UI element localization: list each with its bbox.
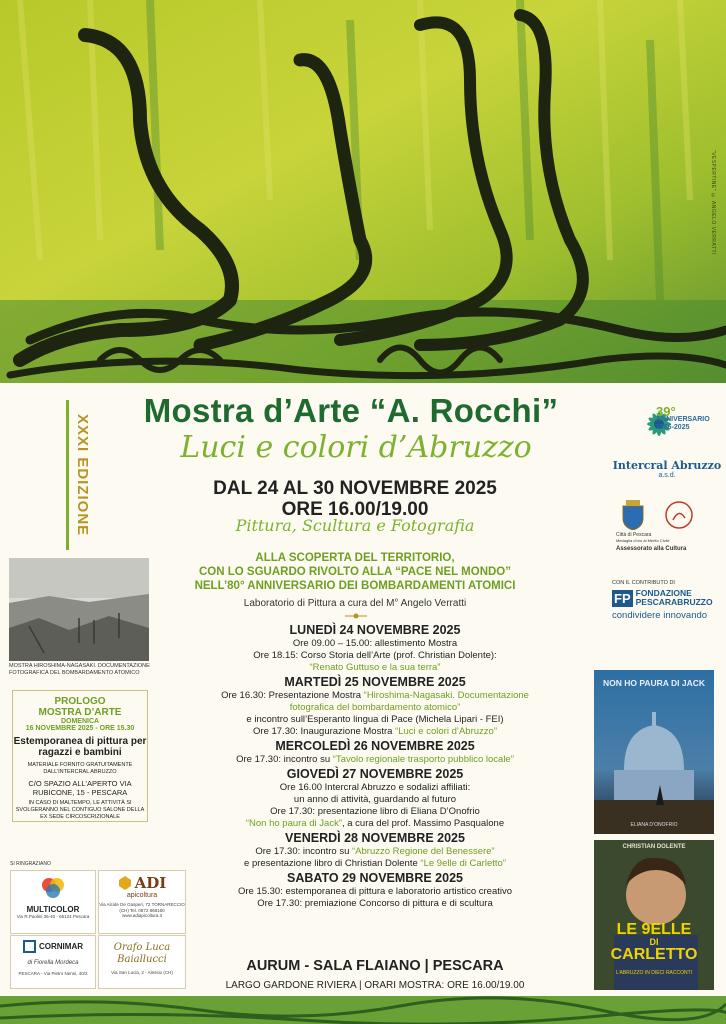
book2-title-di: DI: [649, 937, 659, 947]
schedule-highlight: “Hiroshima-Nagasaki. Documentazione: [363, 690, 529, 701]
schedule-highlight: “Tavolo regionale trasporto pubblico locale”: [332, 754, 514, 765]
schedule-day-heading: MARTEDÌ 25 NOVEMBRE 2025: [284, 675, 466, 689]
schedule-line: [160, 794, 590, 806]
adi-address: Via Alcide De Gasperi, 72 TORNARECCIO (CH) Tel. 0872 868160 www.adiapicoltura.it: [99, 902, 185, 918]
edition-label: XXXI EDIZIONE: [66, 400, 91, 550]
intercral-name: Intercral Abruzzo: [612, 459, 722, 472]
schedule-text: Ore 09.00 – 15.00: allestimento Mostra: [292, 638, 458, 649]
intercral-asd: a.s.d.: [658, 472, 676, 479]
schedule-text: Ore 18.15: Corso Storia dell’Arte (prof. Christian Dolente):: [253, 650, 497, 661]
anniversary-number: 39°: [656, 404, 676, 419]
prologue-subtitle: MOSTRA D’ARTE: [38, 707, 122, 718]
schedule-line: [160, 726, 590, 738]
schedule-line: [160, 898, 590, 910]
exhibition-dates: [150, 478, 560, 520]
prologue-title: PROLOGO: [54, 696, 106, 707]
schedule-line: [160, 714, 590, 726]
schedule-day-heading: GIOVEDÌ 27 NOVEMBRE 2025: [286, 767, 464, 781]
foundation-tagline: condividere innovando: [612, 610, 708, 621]
schedule-line: [160, 806, 590, 818]
schedule-text: Ore 16.30: Presentazione Mostra: [221, 690, 364, 701]
exhibition-title: Mostra d’Arte “A. Rocchi”: [143, 392, 559, 429]
schedule-text: Ore 17.30: Inaugurazione Mostra: [253, 726, 396, 737]
adi-name: ADI: [134, 874, 167, 892]
schedule-line: [160, 638, 590, 650]
schedule-line: [160, 846, 590, 858]
schedule-day-heading: MERCOLEDÌ 26 NOVEMBRE 2025: [275, 739, 475, 753]
book2-author: CHRISTIAN DOLENTE: [622, 844, 686, 850]
book-cover-9elle: [594, 840, 714, 990]
schedule-line: [160, 690, 590, 702]
schedule-highlight: “Renato Guttuso e la sua terra”: [309, 662, 441, 673]
schedule-text: Ore 16.00 Intercral Abruzzo e sodalizi affiliati:: [279, 782, 471, 793]
schedule-line: [160, 858, 590, 870]
schedule-line: [160, 662, 590, 674]
schedule-text: , a cura del prof. Massimo Pasqualone: [341, 818, 505, 829]
theme-line: NELL’80° ANNIVERSARIO DEI BOMBARDAMENTI ATOMICI: [194, 580, 516, 592]
city-crest-icon: [620, 500, 646, 530]
orafo-name: Orafo Luca Baiallucci: [113, 942, 171, 965]
schedule-day: [160, 870, 590, 910]
culture-office: Assessorato alla Cultura: [616, 546, 687, 552]
book1-author: ELIANA D’ONOFRIO: [630, 822, 678, 828]
municipality-logos: [612, 500, 722, 552]
book1-artwork: [594, 670, 714, 834]
schedule-highlight: “Non ho paura di Jack”: [245, 818, 342, 829]
prologue-box: [12, 690, 148, 822]
opening-hours: ORE 16.00/19.00: [281, 499, 429, 520]
header-painting: [0, 0, 726, 383]
schedule-text: e presentazione libro di Christian Dolente: [244, 858, 421, 869]
venue: AURUM - SALA FLAIANO | PESCARA: [246, 958, 504, 974]
hiroshima-photo: [9, 558, 149, 661]
peace-emblem-icon: [664, 500, 694, 530]
schedule-day: [160, 622, 590, 674]
schedule-text: Ore 17.30: premiazione Concorso di pittura e di scultura: [257, 898, 493, 909]
schedule-line: [160, 886, 590, 898]
schedule-line: [160, 702, 590, 714]
bottom-painted-strip: [0, 996, 726, 1024]
prologue-day: DOMENICA: [60, 718, 100, 725]
schedule-text: Ore 17.30: incontro su: [255, 846, 353, 857]
ornament-divider-icon: [345, 612, 367, 620]
orafo-address: Via San Lucia, 2 - Alessio (CH): [111, 970, 173, 975]
schedule-text: Ore 17.30: presentazione libro di Eliana D’Onofrio: [270, 806, 480, 817]
book1-title: NON HO PAURA DI JACK: [602, 678, 705, 688]
schedule-line: [160, 818, 590, 830]
schedule-highlight: “Le 9elle di Carletto”: [420, 858, 506, 869]
sponsor-foundation: [612, 580, 722, 621]
prologue-location: C/O SPAZIO ALL’APERTO VIA RUBICONE, 15 - PESCARA: [28, 779, 132, 797]
schedule-day-heading: VENERDÌ 28 NOVEMBRE 2025: [285, 831, 465, 845]
schedule-day: [160, 766, 590, 830]
thanks-label: SI RINGRAZIANO: [10, 861, 51, 867]
intercral-logo: [612, 398, 722, 479]
schedule-line: [160, 782, 590, 794]
multicolor-address: Via R.Paolini 36-40 - 65124 Pescara: [16, 914, 90, 919]
book2-subtitle: L’ABRUZZO IN DIECI RACCONTI: [615, 970, 693, 976]
contribution-label: CON IL CONTRIBUTO DI: [612, 580, 675, 586]
workshop-note: Laboratorio di Pittura a cura del M° Angelo Verratti: [243, 598, 467, 609]
painting-credit: “VESPERTINE” © ANGELO VERRATTI: [710, 150, 716, 255]
disciplines: Pittura, Scultura e Fotografia: [235, 516, 475, 535]
fp-logo-icon: FP: [614, 590, 631, 606]
prologue-event: Estemporanea di pittura per ragazzi e bambini: [13, 736, 147, 758]
prologue-rain-note: IN CASO DI MALTEMPO, LE ATTIVITÀ SI SVOLGERANNO NEL CONTIGUO SALONE DELLA EX SEDE CIRCOSCRIZIONALE: [15, 800, 145, 820]
book2-artwork: [594, 840, 714, 990]
schedule-highlight: “Luci e colori d’Abruzzo”: [395, 726, 497, 737]
schedule-text: Ore 15.30: estemporanea di pittura e laboratorio artistico creativo: [237, 886, 513, 897]
schedule-highlight: fotografica del bombardamento atomico”: [289, 702, 461, 713]
schedule-day: [160, 738, 590, 766]
frame-icon: [23, 940, 36, 953]
anniversary-years: ANNIVERSARIO 1986-2025: [656, 416, 710, 431]
multicolor-name: MULTICOLOR: [26, 905, 80, 914]
schedule-text: un anno di attività, guardando al futuro: [293, 794, 457, 805]
theme-line: CON LO SGUARDO RIVOLTO ALLA “PACE NEL MONDO”: [199, 566, 511, 578]
schedule-text: e incontro sull’Esperanto lingua di Pace (Michela Lipari - FEI): [246, 714, 504, 725]
address-and-hours: LARGO GARDONE RIVIERA | ORARI MOSTRA: ORE 16.00/19.00: [225, 980, 525, 991]
adi-sub: apicoltura: [126, 892, 158, 899]
date-range: DAL 24 AL 30 NOVEMBRE 2025: [213, 478, 497, 499]
theme-line: ALLA SCOPERTA DEL TERRITORIO,: [255, 552, 455, 564]
schedule-day: [160, 674, 590, 738]
prologue-material: MATERIALE FORNITO GRATUITAMENTE DALL’INTERCRAL ABRUZZO: [27, 762, 133, 775]
schedule-line: [160, 650, 590, 662]
foundation-name: FONDAZIONE: [635, 588, 692, 598]
foundation-name-2: PESCARABRUZZO: [635, 597, 713, 607]
city-honor: Medaglia d’oro al Merito Civile: [616, 538, 670, 543]
photo-caption: MOSTRA HIROSHIMA-NAGASAKI. DOCUMENTAZIONE FOTOGRAFICA DEL BOMBARDAMENTO ATOMICO: [9, 663, 150, 676]
schedule-highlight: “Abruzzo Regione del Benessere”: [352, 846, 495, 857]
exhibition-subtitle: Luci e colori d’Abruzzo: [180, 430, 532, 465]
bee-icon: [118, 876, 132, 890]
cornimar-address: PESCARA - Via Pietro Nenni, 40/2: [18, 970, 88, 976]
sponsor-multicolor: [10, 870, 96, 934]
cornimar-sub: di Fiorella Mordeca: [27, 960, 79, 966]
book-cover-non-ho-paura: [594, 670, 714, 834]
cornimar-name: CORNIMAR: [39, 942, 83, 951]
prologue-date: 16 NOVEMBRE 2025 - ORE 15.30: [25, 725, 135, 732]
schedule: [160, 622, 590, 910]
schedule-day-heading: LUNEDÌ 24 NOVEMBRE 2025: [289, 623, 461, 637]
book2-title: LE 9ELLE: [616, 921, 692, 938]
multicolor-logo-icon: [40, 876, 66, 900]
schedule-day: [160, 830, 590, 870]
book2-title-name: CARLETTO: [610, 946, 698, 963]
sponsor-cornimar: [10, 935, 96, 989]
schedule-text: Ore 17.30: incontro su: [236, 754, 333, 765]
schedule-line: [160, 754, 590, 766]
schedule-day-heading: SABATO 29 NOVEMBRE 2025: [287, 871, 463, 885]
city-name: Città di Pescara: [616, 532, 652, 538]
theme-statement: [150, 551, 560, 593]
